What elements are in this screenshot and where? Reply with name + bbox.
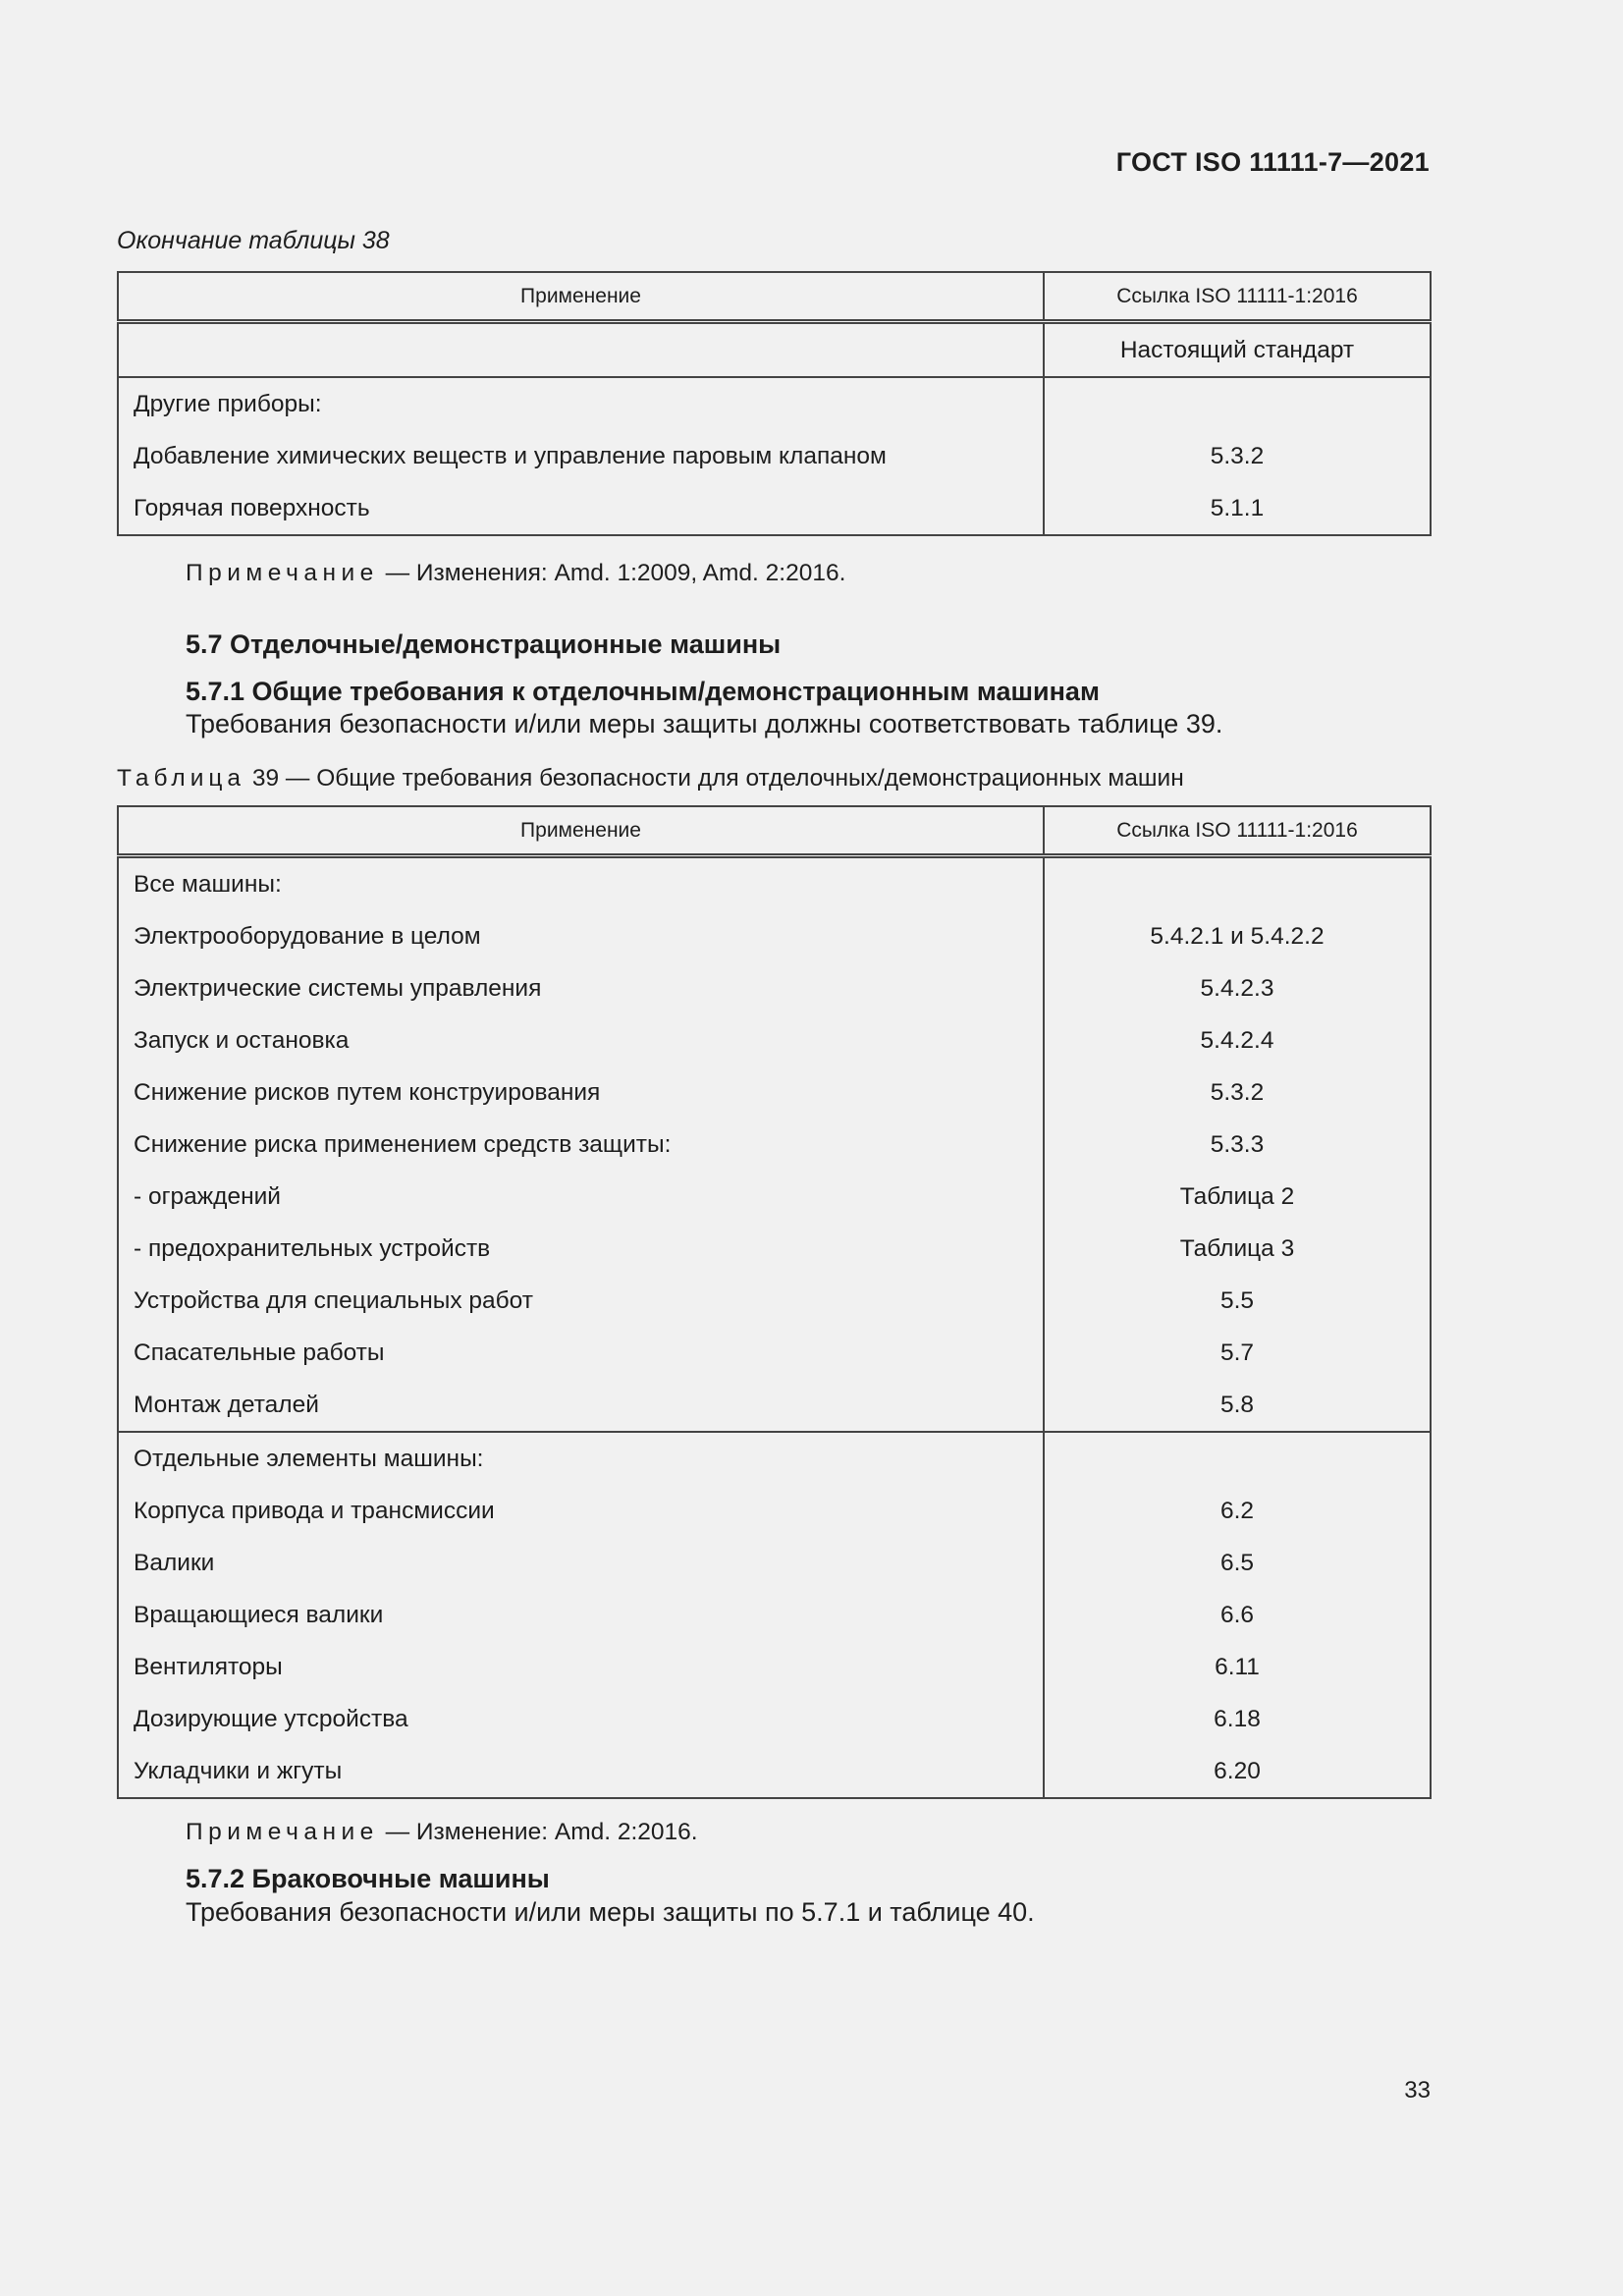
table-row: [118, 910, 1431, 962]
reference-cell: 5.4.2.3: [1044, 962, 1431, 1014]
note-text: — Изменение: Amd. 2:2016.: [378, 1819, 698, 1845]
table-row: [118, 1119, 1431, 1171]
section-5-7-2-text: Требования безопасности и/или меры защиты по 5.7.1 и таблице 40.: [186, 1897, 1035, 1927]
column-header-application: Применение: [118, 806, 1044, 856]
table-header-row: [118, 272, 1431, 322]
document-code: ГОСТ ISO 11111-7—2021: [1115, 147, 1430, 177]
column-header-reference: Ссылка ISO 11111-1:2016: [1044, 272, 1431, 322]
table-row: [118, 1745, 1431, 1798]
application-cell: Электрические системы управления: [134, 974, 542, 1002]
table-row: [118, 1275, 1431, 1327]
subheader-empty-cell: [118, 322, 1044, 378]
table-row: [118, 1693, 1431, 1745]
table-row: [118, 1379, 1431, 1432]
reference-cell: 5.4.2.1 и 5.4.2.2: [1044, 910, 1431, 962]
reference-cell: 6.5: [1044, 1537, 1431, 1589]
table-row: [118, 1327, 1431, 1379]
application-cell: Запуск и остановка: [134, 1026, 350, 1054]
note-label: Примечание: [186, 1819, 379, 1845]
table-38-note: [186, 560, 845, 587]
reference-cell: 5.5: [1044, 1275, 1431, 1327]
application-cell: Вращающиеся валики: [134, 1601, 384, 1628]
section-5-7-title: 5.7 Отделочные/демонстрационные машины: [186, 629, 782, 659]
reference-cell: 6.18: [1044, 1693, 1431, 1745]
reference-cell: [1044, 856, 1431, 911]
table-39-caption: [117, 765, 1184, 793]
reference-cell: Таблица 3: [1044, 1223, 1431, 1275]
table-row: [118, 962, 1431, 1014]
reference-cell: 6.6: [1044, 1589, 1431, 1641]
table-subheader-row: [118, 322, 1431, 378]
section-5-7-1-title: 5.7.1 Общие требования к отделочным/демонстрационным машинам: [186, 677, 1100, 706]
section-5-7-2-title: 5.7.2 Браковочные машины: [186, 1864, 550, 1893]
application-cell: Снижение риска применением средств защиты:: [134, 1130, 672, 1158]
table-caption-text: 39 — Общие требования безопасности для отделочных/демонстрационных машин: [245, 765, 1184, 792]
application-cell: Монтаж деталей: [134, 1391, 319, 1418]
reference-cell: 6.2: [1044, 1485, 1431, 1537]
application-cell: Другие приборы:: [134, 390, 322, 417]
reference-cell: 5.3.3: [1044, 1119, 1431, 1171]
reference-cell: 5.8: [1044, 1379, 1431, 1432]
table-39-note: [186, 1819, 698, 1846]
application-cell: Отдельные элементы машины:: [118, 1432, 1044, 1485]
table-caption-label: Таблица: [117, 765, 246, 792]
table-row: [118, 1537, 1431, 1589]
note-text: — Изменения: Amd. 1:2009, Amd. 2:2016.: [378, 560, 846, 586]
subheader-this-standard: Настоящий стандарт: [1044, 322, 1431, 378]
application-cell: Устройства для специальных работ: [134, 1286, 533, 1314]
note-label: Примечание: [186, 560, 379, 586]
application-cell: - ограждений: [134, 1182, 281, 1210]
table-39: [117, 805, 1432, 1799]
table-row: [118, 856, 1431, 911]
reference-cell: 6.11: [1044, 1641, 1431, 1693]
table-38-continuation-caption: Окончание таблицы 38: [117, 227, 390, 254]
table-row: [118, 1641, 1431, 1693]
application-cell: Электрооборудование в целом: [134, 922, 481, 950]
page-number: 33: [1404, 2077, 1431, 2104]
table-38: [117, 271, 1432, 536]
application-cell: Горячая поверхность: [134, 494, 370, 521]
application-cell: Спасательные работы: [134, 1339, 385, 1366]
reference-cell: 5.3.2: [1044, 1066, 1431, 1119]
section-5-7-1-text: Требования безопасности и/или меры защиты должны соответствовать таблице 39.: [186, 709, 1223, 738]
table-header-row: [118, 806, 1431, 856]
reference-cell: 5.3.2: [1044, 430, 1431, 482]
application-cell: Дозирующие утсройства: [134, 1705, 408, 1732]
reference-cell: 5.4.2.4: [1044, 1014, 1431, 1066]
table-row: [118, 1223, 1431, 1275]
table-row: [118, 377, 1431, 430]
table-row: [118, 1485, 1431, 1537]
reference-cell: [1044, 1432, 1431, 1485]
column-header-reference: Ссылка ISO 11111-1:2016: [1044, 806, 1431, 856]
table-row: [118, 482, 1431, 535]
application-cell: Добавление химических веществ и управление паровым клапаном: [134, 442, 887, 469]
reference-cell: [1044, 377, 1431, 430]
table-row: [118, 430, 1431, 482]
reference-cell: Таблица 2: [1044, 1171, 1431, 1223]
application-cell: - предохранительных устройств: [134, 1234, 491, 1262]
column-header-application: Применение: [118, 272, 1044, 322]
application-cell: Вентиляторы: [134, 1653, 283, 1680]
table-row: [118, 1432, 1431, 1485]
table-row: [118, 1014, 1431, 1066]
application-cell: Валики: [134, 1549, 215, 1576]
table-row: [118, 1171, 1431, 1223]
reference-cell: 5.7: [1044, 1327, 1431, 1379]
reference-cell: 6.20: [1044, 1745, 1431, 1798]
application-cell: Снижение рисков путем конструирования: [134, 1078, 601, 1106]
table-row: [118, 1066, 1431, 1119]
application-cell: Корпуса привода и трансмиссии: [134, 1497, 495, 1524]
application-cell: Укладчики и жгуты: [134, 1757, 343, 1784]
table-row: [118, 1589, 1431, 1641]
application-cell: Все машины:: [134, 870, 282, 898]
reference-cell: 5.1.1: [1044, 482, 1431, 535]
